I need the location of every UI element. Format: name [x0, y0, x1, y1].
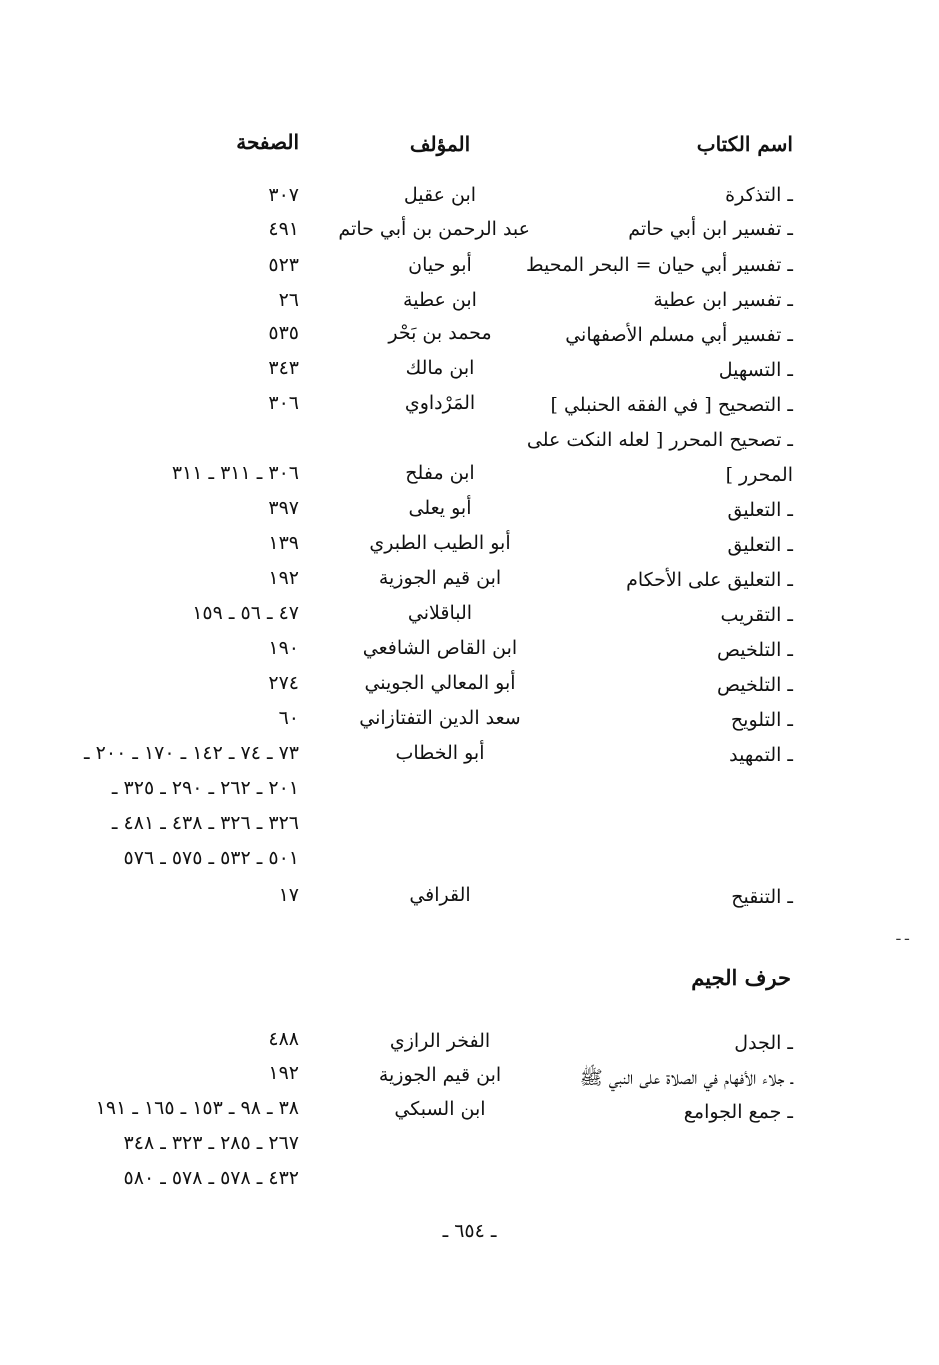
row-author: عبد الرحمن بن أبي حاتم [338, 218, 530, 240]
row-book: ـ التلويح [730, 709, 793, 731]
row-author: سعد الدين التفتازاني [359, 707, 521, 729]
row-pages: ١٩٢ [268, 567, 299, 589]
row-book: ـ الجدل [734, 1032, 793, 1054]
row-pages: ٤٨٨ [268, 1028, 299, 1050]
row-book: ـ التنقيح [731, 886, 793, 908]
row-author: محمد بن بَحْر [388, 322, 492, 344]
row-pages: ٥٣٥ [268, 322, 299, 344]
row-pages: ١٧ [278, 884, 299, 906]
row-pages: ٣٠٦ [268, 392, 299, 414]
row-book: ـ التلخيص [717, 674, 793, 696]
row-pages: ١٩٢ [268, 1062, 299, 1084]
row-pages: ٧٣ ـ ٧٤ ـ ١٤٢ ـ ١٧٠ ـ ٢٠٠ ـ [84, 742, 299, 764]
row-pages: ٣٨ ـ ٩٨ ـ ١٥٣ ـ ١٦٥ ـ ١٩١ [95, 1097, 299, 1119]
row-book: ـ التلخيص [717, 639, 793, 661]
row-book: ـ التذكرة [725, 184, 793, 206]
row-pages-continued: ٣٢٦ ـ ٣٢٦ ـ ٤٣٨ ـ ٤٨١ ـ [111, 812, 299, 834]
row-book: ـ جلاء الأفهام في الصلاة على النبي ﷺ [579, 1067, 793, 1089]
row-author: ابن مالك [405, 357, 475, 379]
row-author: الباقلاني [407, 602, 473, 624]
row-pages-continued: ٤٣٢ ـ ٥٧٨ ـ ٥٧٨ ـ ٥٨٠ [123, 1167, 299, 1189]
row-book: ـ تفسير أبي مسلم الأصفهاني [565, 324, 793, 346]
row-book: ـ التعليق على الأحكام [626, 569, 793, 591]
row-author: القرافي [409, 884, 471, 906]
row-author: ابن قيم الجوزية [378, 567, 502, 589]
column-header-page: الصفحة [236, 130, 299, 154]
section-heading: حرف الجيم [691, 965, 791, 990]
row-pages: ٢٦ [278, 289, 299, 311]
row-author: أبو المعالي الجويني [364, 672, 516, 694]
row-pages: ٣٩٧ [268, 497, 299, 519]
row-pages: ٥٢٣ [268, 254, 299, 276]
row-book: ـ جمع الجوامع [683, 1101, 793, 1123]
row-author: ابن عقيل [403, 184, 477, 206]
row-book: ـ تفسير ابن عطية [653, 289, 793, 311]
row-book: ـ التصحيح [ في الفقه الحنبلي ] [550, 394, 793, 416]
row-pages: ٣٠٦ ـ ٣١١ ـ ٣١١ [171, 462, 299, 484]
row-book: ـ التقريب [720, 604, 793, 626]
row-pages: ٤٧ ـ ٥٦ ـ ١٥٩ [192, 602, 299, 624]
row-pages-continued: ٢٠١ ـ ٢٦٢ ـ ٢٩٠ ـ ٣٢٥ ـ [111, 777, 299, 799]
row-author: الفخر الرازي [389, 1030, 491, 1052]
row-author: ابن مفلح [405, 462, 475, 484]
row-author: أبو يعلى [408, 497, 472, 519]
row-author: المَرْداوي [404, 392, 476, 414]
row-book: ـ تفسير أبي حيان = البحر المحيط [525, 254, 793, 276]
row-pages: ٢٧٤ [268, 672, 299, 694]
row-book: المحرر ] [725, 464, 793, 486]
row-pages: ٤٩١ [268, 218, 299, 240]
row-author: أبو الطيب الطبري [369, 532, 511, 554]
column-header-book: اسم الكتاب [696, 132, 793, 156]
row-book: ـ التمهيد [729, 744, 793, 766]
row-book: ـ التسهيل [718, 359, 793, 381]
column-header-author: المؤلف [409, 132, 471, 156]
row-book: ـ التعليق [727, 534, 793, 556]
row-pages: ٣٤٣ [268, 357, 299, 379]
page-number: ـ ٦٥٤ ـ [442, 1220, 497, 1242]
row-author: ابن عطية [403, 289, 477, 311]
row-author: ابن قيم الجوزية [378, 1064, 502, 1086]
row-book: ـ التعليق [727, 499, 793, 521]
row-pages-continued: ٢٦٧ ـ ٢٨٥ ـ ٣٢٣ ـ ٣٤٨ [123, 1132, 299, 1154]
row-pages: ١٣٩ [268, 532, 299, 554]
row-book: ـ تصحيح المحرر [ لعله النكت على [526, 429, 793, 451]
row-author: ابن القاص الشافعي [362, 637, 518, 659]
row-author: أبو حيان [408, 254, 472, 276]
row-pages-continued: ٥٠١ ـ ٥٣٢ ـ ٥٧٥ ـ ٥٧٦ [123, 847, 299, 869]
row-author: ابن السبكي [394, 1098, 486, 1120]
row-pages: ٣٠٧ [268, 184, 299, 206]
row-book: ـ تفسير ابن أبي حاتم [628, 218, 793, 240]
margin-mark: ـ ـ [896, 928, 909, 944]
row-author: أبو الخطاب [395, 742, 485, 764]
row-pages: ٦٠ [278, 707, 299, 729]
row-pages: ١٩٠ [268, 637, 299, 659]
